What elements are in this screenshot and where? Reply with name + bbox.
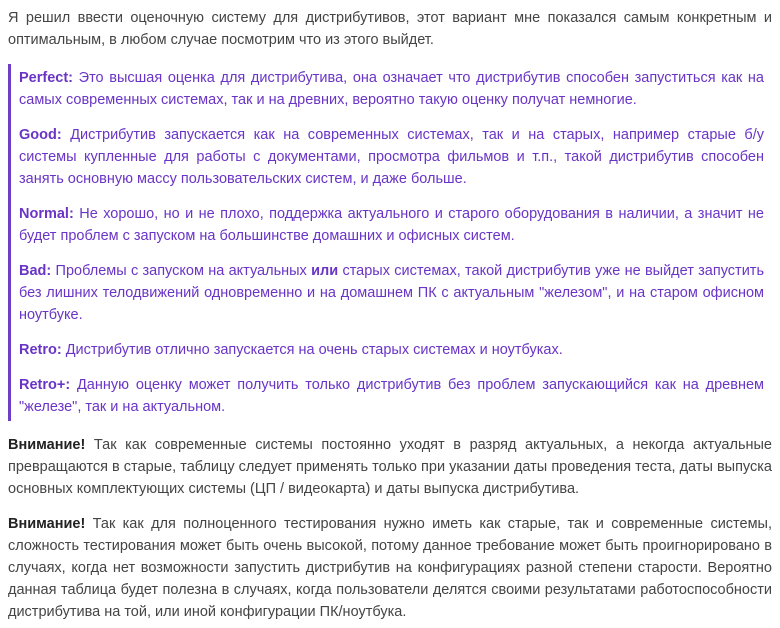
rating-description: Дистрибутив запускается как на современных системах, так и на старых, например старые б/у системы купленные для работы с документами, просмотра фильмов и т.п., такой дистрибутив способен занять основную массу пользовательских систем, и даже больше.	[19, 127, 764, 187]
rating-bad	[19, 260, 764, 326]
rating-description: Дистрибутив отлично запускается на очень старых системах и ноутбуках.	[61, 342, 563, 358]
rating-description-start: Проблемы с запуском на актуальных	[51, 263, 312, 279]
rating-description: Данную оценку может получить только дистрибутив без проблем запускающийся как на древнем "железе", так и на актуальном.	[19, 377, 764, 415]
warning-text: Так как современные системы постоянно уходят в разряд актуальных, а некогда актуальные превращаются в старые, таблицу следует применять только при указании даты проведения теста, даты выпуска основных комплектующих системы (ЦП / видеокарта) и даты выпуска дистрибутива.	[8, 437, 772, 497]
warning-note	[8, 513, 772, 623]
rating-scale-blockquote	[8, 64, 772, 421]
rating-retro	[19, 339, 764, 361]
rating-emphasis: или	[311, 263, 339, 279]
rating-description: Не хорошо, но и не плохо, поддержка актуального и старого оборудования в наличии, а значит не будет проблем с запуском на большинстве домашних и офисных систем.	[19, 206, 764, 244]
rating-term: Bad:	[19, 263, 52, 279]
rating-perfect	[19, 67, 764, 111]
rating-term: Retro+:	[19, 377, 71, 393]
intro-paragraph: Я решил ввести оценочную систему для дистрибутивов, этот вариант мне показался самым конкретным и оптимальным, в любом случае посмотрим что из этого выйдет.	[8, 10, 772, 48]
rating-term: Perfect:	[19, 70, 73, 86]
warning-text: Так как для полноценного тестирования нужно иметь как старые, так и современные системы, сложность тестирования может быть очень высокой, потому данное требование может быть проигнорировано в случаях, когда нет возможности запустить дистрибутив на конфигурациях разной степени старости. Вероятно данная таблица будет полезна в случаях, когда пользователи делятся своими результатами работоспособности дистрибутива на той, или иной конфигурации ПК/ноутбука.	[8, 516, 772, 620]
warning-label: Внимание!	[8, 437, 86, 453]
rating-description: Это высшая оценка для дистрибутива, она означает что дистрибутив способен запуститься как на самых современных системах, так и на древних, вероятно такую оценку получат немногие.	[19, 70, 764, 108]
warning-note	[8, 434, 772, 500]
rating-retro-plus	[19, 374, 764, 418]
rating-description-end: старых системах, такой дистрибутив уже не выйдет запустить без лишних телодвижений одновременно и на домашнем ПК с актуальным "железом", и на старом офисном ноутбуке.	[19, 263, 764, 323]
rating-term: Good:	[19, 127, 62, 143]
rating-term: Normal:	[19, 206, 74, 222]
rating-normal	[19, 203, 764, 247]
rating-term: Retro:	[19, 342, 62, 358]
warning-label: Внимание!	[8, 516, 86, 532]
rating-good	[19, 124, 764, 190]
